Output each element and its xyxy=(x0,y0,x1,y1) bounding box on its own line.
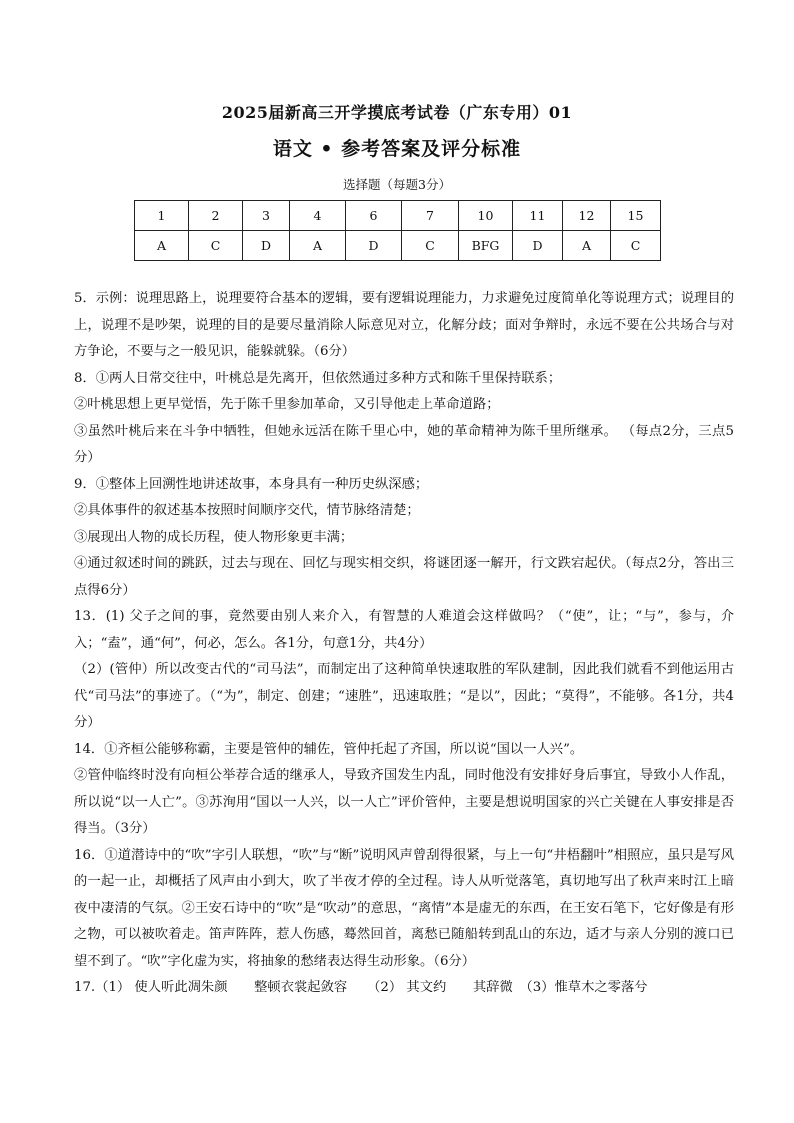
answer-cell: C xyxy=(402,231,459,261)
question-number-cell: 1 xyxy=(135,201,189,231)
answer-cell: D xyxy=(513,231,563,261)
answer-table xyxy=(134,200,661,261)
answer-cell: A xyxy=(563,231,611,261)
answer-q9-point3: ③展现出人物的成长历程，使人物形象更丰满； xyxy=(74,529,354,545)
page-title: 2025届新高三开学摸底考试卷（广东专用）01 xyxy=(221,103,573,122)
question-number-cell: 2 xyxy=(189,201,243,231)
answer-cell: BFG xyxy=(459,231,513,261)
answer-cell: A xyxy=(135,231,189,261)
answer-q8-point3: ③虽然叶桃后来在斗争中牺牲，但她永远活在陈千里心中，她的革命精神为陈千里所继承。 （每点2分，三点5分） xyxy=(74,423,734,465)
answer-q8-point1: 8．①两人日常交往中，叶桃总是先离开，但依然通过多种方式和陈千里保持联系； xyxy=(74,370,562,386)
question-number-cell: 15 xyxy=(611,201,661,231)
question-number-cell: 12 xyxy=(563,201,611,231)
table-row-questions xyxy=(135,201,661,231)
answer-q9-point2: ②具体事件的叙述基本按照时间顺序交代，情节脉络清楚； xyxy=(74,503,420,518)
answer-q14-point2: ②管仲临终时没有向桓公举荐合适的继承人，导致齐国发生内乱，同时他没有安排好身后事宜，导致小人作乱，所以说“以一人亡”。③苏洵用“国以一人兴，以一人亡”评价管仲，主要是想说明国家的兴亡关键在人事安排是否得当。（3分） xyxy=(74,768,734,836)
answer-q16: 16．①道潜诗中的“吹”字引人联想，“吹”与“断”说明风声曾刮得很紧，与上一句“井梧翻叶”相照应，虽只是写风的一起一止，却概括了风声由小到大，吹了半夜才停的全过程。诗人从听觉落笔，真切地写出了秋声来时江上暗夜中凄清的气氛。②王安石诗中的“吹”是“吹动”的意思，“离情”本是虚无的东西，在王安石笔下，它好像是有形之物，可以被吹着走。笛声阵阵，惹人伤感，蓦然回首，离愁已随船转到乱山的东边，适才与亲人分别的渡口已望不到了。“吹”字化虚为实，将抽象的愁绪表达得生动形象。（6分） xyxy=(74,847,734,969)
question-number-cell: 4 xyxy=(290,201,346,231)
answer-cell: D xyxy=(243,231,290,261)
answer-q13-part2: （2）(管仲）所以改变古代的“司马法”，而制定出了这种简单快速取胜的军队建制，因此我们就看不到他运用古代“司马法”的事迹了。（“为”，制定、创建；“速胜”，迅速取胜；“是以”，因此；“莫得”，不能够。各1分，共4分） xyxy=(74,662,734,730)
answer-q13-part1: 13．(1) 父子之间的事，竟然要由别人来介入，有智慧的人难道会这样做吗？（“使”，让；“与”，参与，介入；“盍”，通“何”，何必，怎么。各1分，句意1分，共4分） xyxy=(74,609,734,651)
answer-q5: 5．示例：说理思路上，说理要符合基本的逻辑，要有逻辑说理能力，力求避免过度简单化等说理方式；说理目的上，说理不是吵架，说理的目的是要尽量消除人际意见对立，化解分歧；面对争辩时，永远不要在公共场合与对方争论，不要与之一般见识，能躲就躲。（6分） xyxy=(74,291,735,359)
question-number-cell: 7 xyxy=(402,201,459,231)
answer-q17: 17.（1） 使人听此凋朱颜 整顿衣裳起敛容 （2） 其文约 其辞微 （3）惟草木之零落兮 xyxy=(74,980,648,995)
answer-cell: D xyxy=(346,231,402,261)
answer-q8-point2: ②叶桃思想上更早觉悟，先于陈千里参加革命，又引导他走上革命道路； xyxy=(74,397,500,412)
answer-q9-point4: ④通过叙述时间的跳跃，过去与现在、回忆与现实相交织，将谜团逐一解开，行文跌宕起伏。（每点2分，答出三点得6分） xyxy=(74,556,734,598)
question-number-cell: 11 xyxy=(513,201,563,231)
question-number-cell: 3 xyxy=(243,201,290,231)
table-caption: 选择题（每题3分） xyxy=(343,177,451,192)
answer-cell: A xyxy=(290,231,346,261)
answer-q9-point1: 9．①整体上回溯性地讲述故事，本身具有一种历史纵深感； xyxy=(74,476,429,492)
question-number-cell: 6 xyxy=(346,201,402,231)
question-number-cell: 10 xyxy=(459,201,513,231)
answer-q14-point1: 14．①齐桓公能够称霸，主要是管仲的辅佐，管仲托起了齐国，所以说“国以一人兴”。 xyxy=(74,741,584,757)
page-subtitle: 语文 • 参考答案及评分标准 xyxy=(272,138,522,160)
table-row-answers xyxy=(135,231,661,261)
answer-cell: C xyxy=(189,231,243,261)
answer-body xyxy=(74,286,734,1002)
answer-cell: C xyxy=(611,231,661,261)
